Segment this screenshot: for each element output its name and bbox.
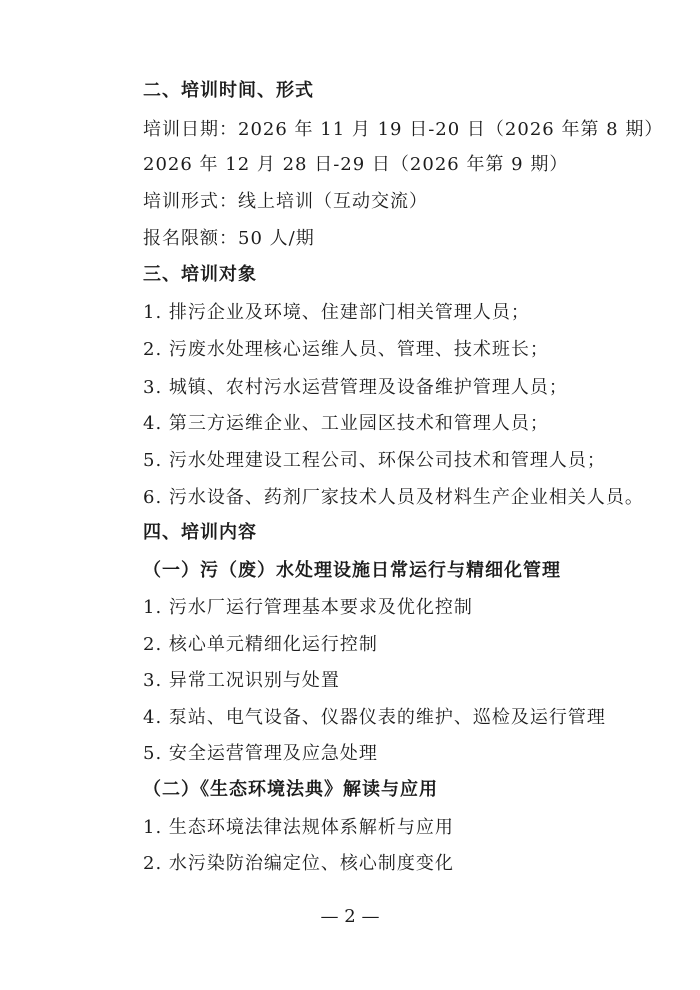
audience-item: 3. 城镇、农村污水运营管理及设备维护管理人员；: [143, 377, 568, 398]
content-part1-item: 4. 泵站、电气设备、仪器仪表的维护、巡检及运行管理: [143, 707, 606, 728]
content-part1-item: 2. 核心单元精细化运行控制: [143, 634, 378, 655]
training-date-line-2: 2026 年 12 月 28 日-29 日（2026 年第 9 期）: [143, 154, 569, 175]
content-part1-heading: （一）污（废）水处理设施日常运行与精细化管理: [143, 560, 561, 581]
training-format: 培训形式：线上培训（互动交流）: [143, 191, 428, 212]
page-number: — 2 —: [320, 906, 380, 927]
audience-item: 1. 排污企业及环境、住建部门相关管理人员；: [143, 302, 530, 323]
content-part1-item: 5. 安全运营管理及应急处理: [143, 743, 378, 764]
audience-item: 6. 污水设备、药剂厂家技术人员及材料生产企业相关人员。: [143, 487, 644, 508]
audience-item: 2. 污废水处理核心运维人员、管理、技术班长；: [143, 339, 549, 360]
enrollment-quota: 报名限额：50 人/期: [143, 228, 315, 249]
training-date-line-1: 培训日期：2026 年 11 月 19 日-20 日（2026 年第 8 期）: [143, 119, 664, 140]
content-part2-item: 1. 生态环境法律法规体系解析与应用: [143, 817, 454, 838]
content-part1-item: 1. 污水厂运行管理基本要求及优化控制: [143, 597, 473, 618]
section-heading-audience: 三、培训对象: [143, 264, 257, 285]
section-heading-schedule: 二、培训时间、形式: [143, 80, 314, 101]
content-part2-item: 2. 水污染防治编定位、核心制度变化: [143, 853, 454, 874]
content-part1-item: 3. 异常工况识别与处置: [143, 670, 340, 691]
audience-item: 4. 第三方运维企业、工业园区技术和管理人员；: [143, 413, 549, 434]
audience-item: 5. 污水处理建设工程公司、环保公司技术和管理人员；: [143, 450, 606, 471]
section-heading-content: 四、培训内容: [143, 522, 257, 543]
content-part2-heading: （二）《生态环境法典》解读与应用: [143, 779, 438, 800]
